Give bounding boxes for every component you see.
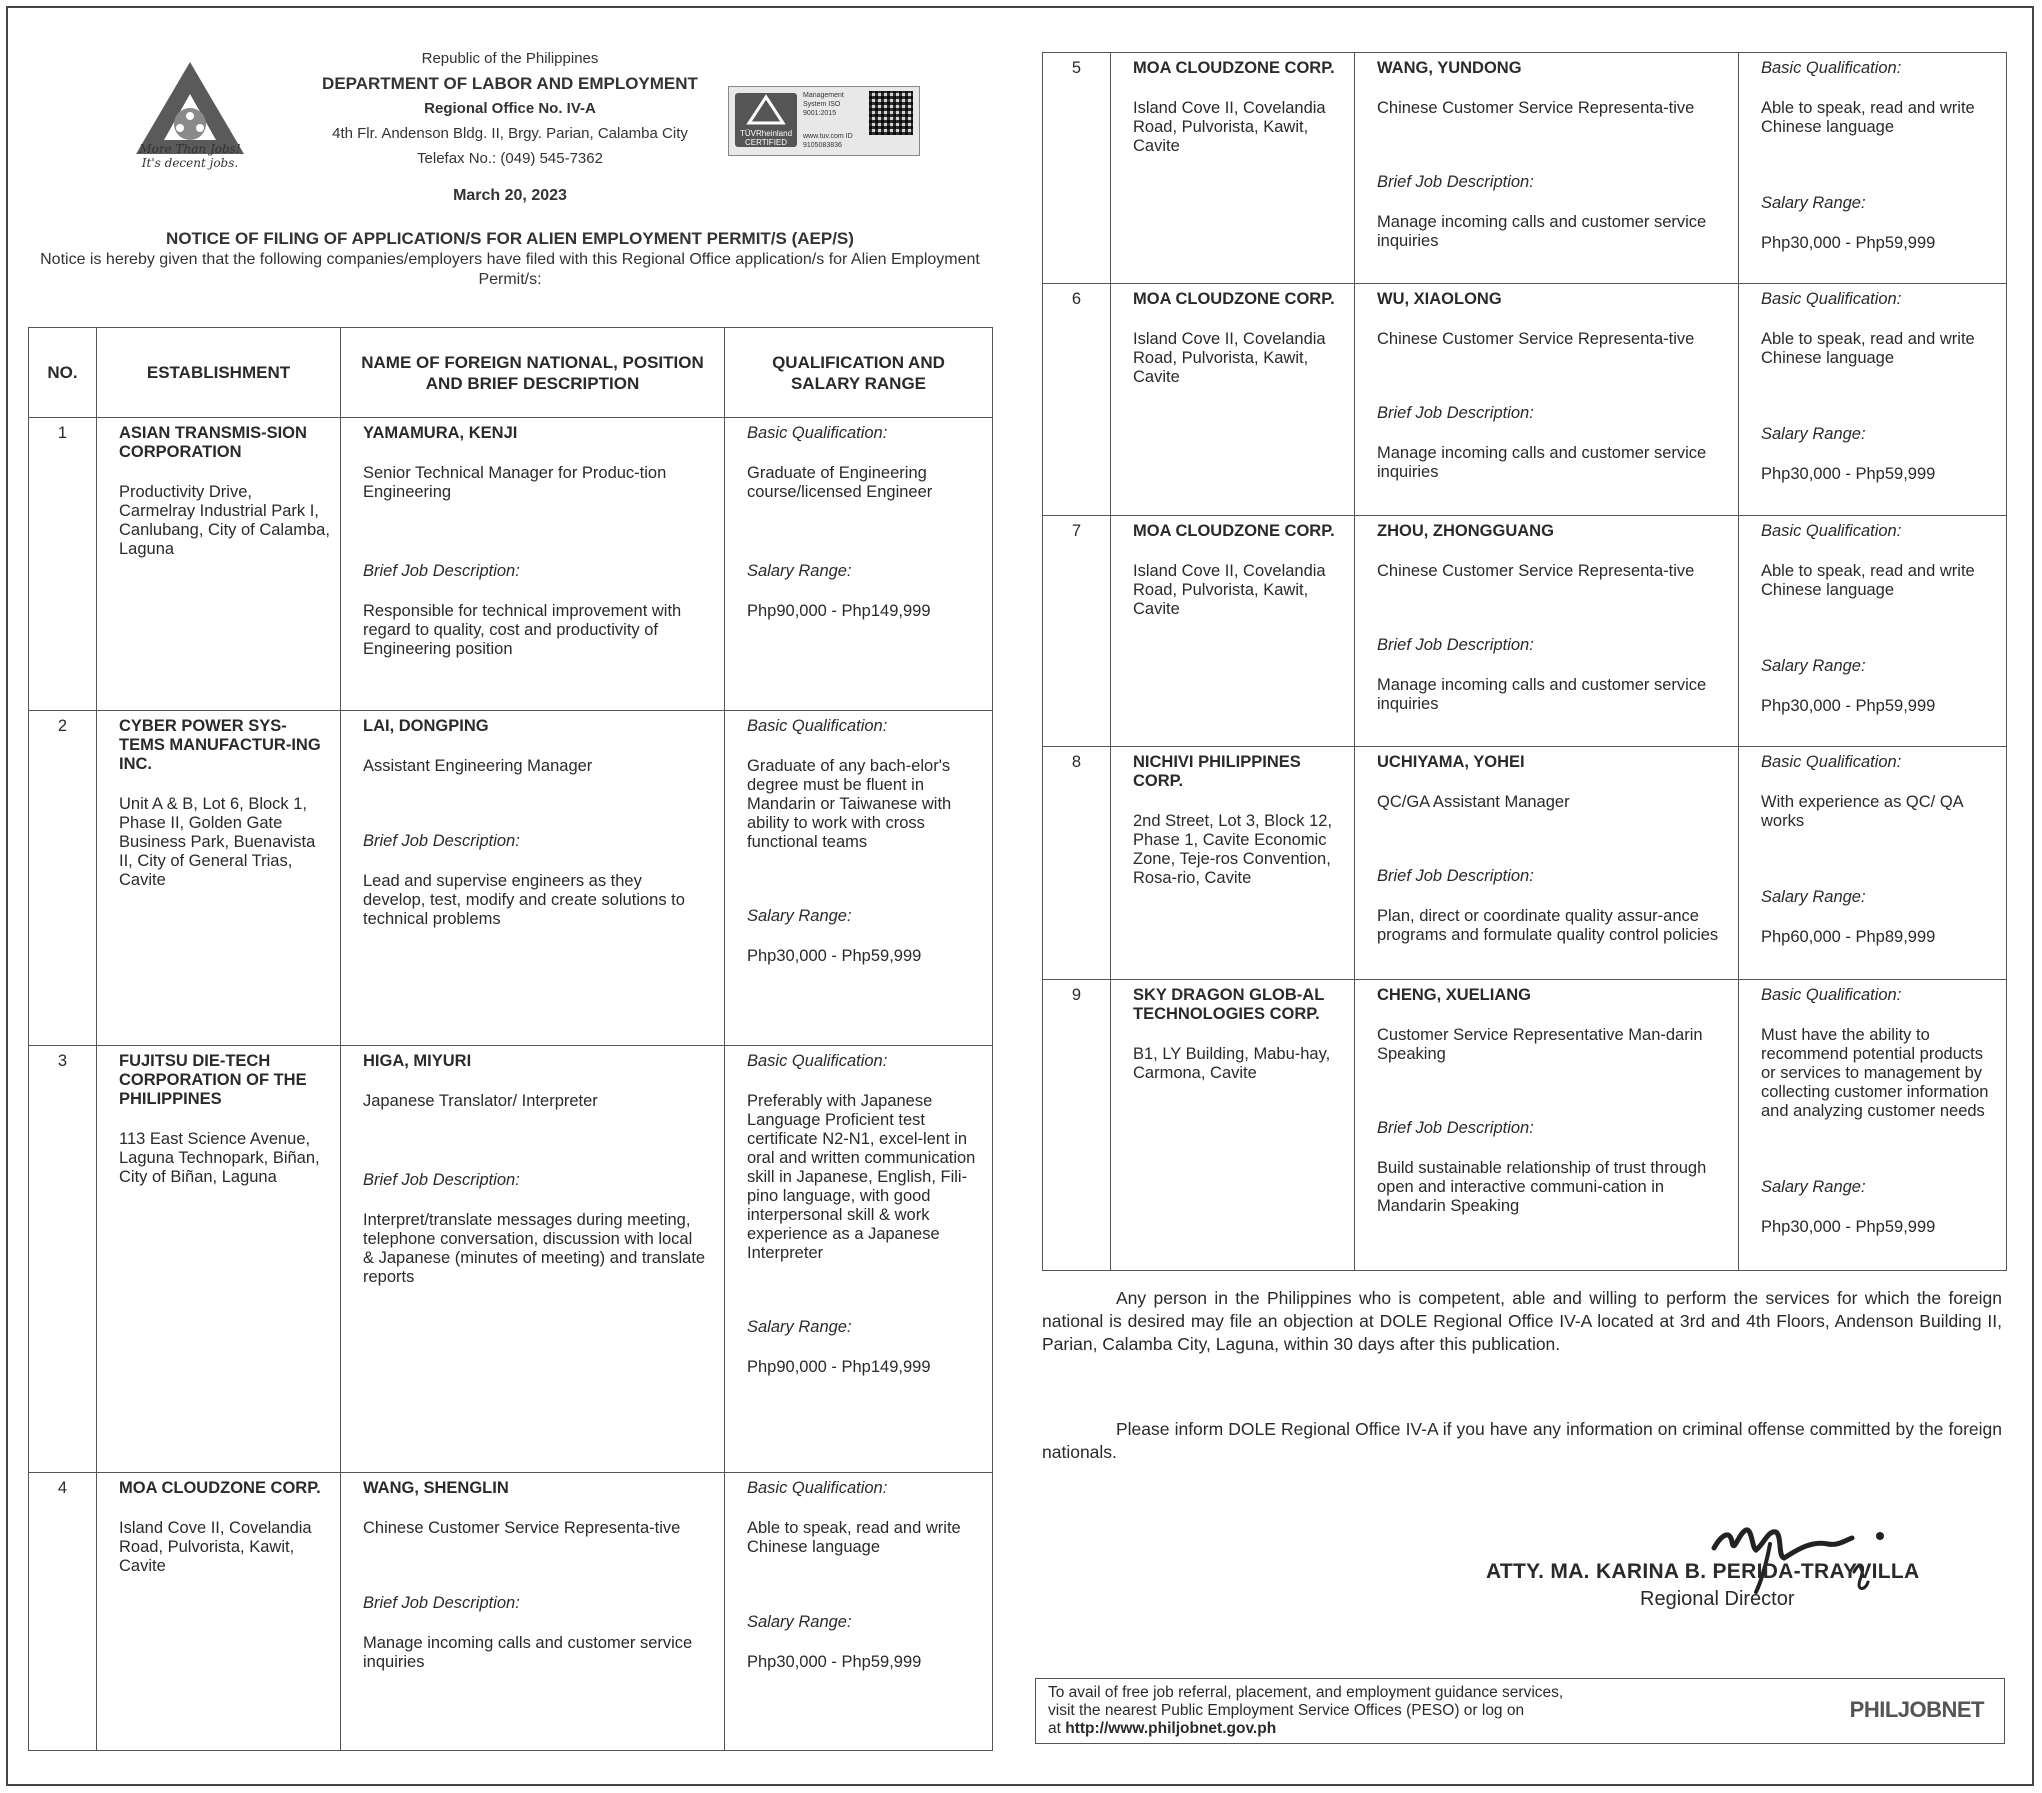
job-description: Plan, direct or coordinate quality assur-ance programs and formulate quality control policies <box>1377 907 1719 944</box>
salary-range: Php30,000 - Php59,999 <box>1761 465 1936 483</box>
company-name: MOA CLOUDZONE CORP. <box>1133 59 1335 77</box>
footer-line-1: To avail of free job referral, placement, and employment guidance services, <box>1048 1684 1564 1701</box>
notice-title: NOTICE OF FILING OF APPLICATION/S FOR ALIEN EMPLOYMENT PERMIT/S (AEP/S) <box>166 229 854 248</box>
inform-paragraph: Please inform DOLE Regional Office IV-A if you have any information on criminal offense committed by the foreign nationals. <box>1042 1419 2002 1462</box>
footer-text <box>1048 1684 1563 1738</box>
table-row <box>1043 980 2007 1271</box>
tuv-label: TÜVRheinland <box>739 129 793 138</box>
company-name: NICHIVI PHILIPPINES CORP. <box>1133 753 1301 790</box>
job-description: Manage incoming calls and customer service inquiries <box>1377 444 1707 481</box>
company-address: Productivity Drive, Carmelray Industrial Park I, Canlubang, City of Calamba, Laguna <box>119 483 330 558</box>
header-establishment: ESTABLISHMENT <box>97 328 341 418</box>
position: Chinese Customer Service Representa-tive <box>1377 99 1695 117</box>
foreign-national-name: WU, XIAOLONG <box>1377 290 1502 308</box>
company-address: 2nd Street, Lot 3, Block 12, Phase 1, Cavite Economic Zone, Teje-ros Convention, Rosa-rio, Cavite <box>1133 812 1333 887</box>
position: QC/GA Assistant Manager <box>1377 793 1570 811</box>
table-row <box>1043 53 2007 284</box>
brief-job-label: Brief Job Description: <box>1377 173 1534 191</box>
brief-job-label: Brief Job Description: <box>363 562 520 580</box>
company-name: CYBER POWER SYS-TEMS MANUFACTUR-ING INC. <box>119 717 321 773</box>
foreign-national-name: HIGA, MIYURI <box>363 1052 472 1070</box>
salary-range: Php60,000 - Php89,999 <box>1761 928 1936 946</box>
office-address: 4th Flr. Andenson Bldg. II, Brgy. Parian, Calamba City <box>332 125 688 142</box>
foreign-national-name: CHENG, XUELIANG <box>1377 986 1532 1004</box>
notice-intro: Notice is hereby given that the following companies/employers have filed with this Regional Office application/s for Alien Employment Permit/s: <box>40 251 980 288</box>
logo-tagline-2: It's decent jobs. <box>141 156 239 170</box>
foreign-national-name: ZHOU, ZHONGGUANG <box>1377 522 1554 540</box>
letterhead <box>300 46 720 171</box>
position: Senior Technical Manager for Produc-tion Engineering <box>363 464 667 501</box>
salary-range-label: Salary Range: <box>747 907 852 925</box>
signature <box>1660 1500 1940 1600</box>
position: Chinese Customer Service Representa-tive <box>1377 562 1695 580</box>
brief-job-label: Brief Job Description: <box>363 1171 520 1189</box>
table-row <box>29 418 993 711</box>
entry-no: 4 <box>57 1479 68 1497</box>
job-description: Manage incoming calls and customer service inquiries <box>1377 213 1707 250</box>
cert-system <box>803 91 863 150</box>
basic-qualification-label: Basic Qualification: <box>747 1052 888 1070</box>
brief-job-label: Brief Job Description: <box>1377 1119 1534 1137</box>
aep-table-right <box>1042 52 2007 1271</box>
signatory-title: Regional Director <box>1640 1588 1795 1610</box>
foreign-national-name: WANG, YUNDONG <box>1377 59 1522 77</box>
salary-range-label: Salary Range: <box>1761 194 1866 212</box>
table-header-row <box>29 328 993 418</box>
company-address: Island Cove II, Covelandia Road, Pulvorista, Kawit, Cavite <box>1133 330 1326 386</box>
tuv-triangle-icon <box>735 93 797 127</box>
brief-job-label: Brief Job Description: <box>363 832 520 850</box>
table-row <box>1043 747 2007 980</box>
header-name: NAME OF FOREIGN NATIONAL, POSITION AND BRIEF DESCRIPTION <box>341 328 725 418</box>
qualification: Graduate of any bach-elor's degree must be fluent in Mandarin or Taiwanese with ability to work with cross functional teams <box>747 757 952 851</box>
basic-qualification-label: Basic Qualification: <box>1761 290 1902 308</box>
basic-qualification-label: Basic Qualification: <box>1761 986 1902 1004</box>
republic-line: Republic of the Philippines <box>421 50 599 67</box>
foreign-national-name: YAMAMURA, KENJI <box>363 424 518 442</box>
salary-range-label: Salary Range: <box>1761 1178 1866 1196</box>
salary-range-label: Salary Range: <box>747 1318 852 1336</box>
philjobnet-footer <box>1035 1678 2005 1744</box>
job-description: Interpret/translate messages during meeting, telephone conversation, discussion with local & Japanese (minutes of meeting) and translate reports <box>363 1211 706 1286</box>
company-address: Island Cove II, Covelandia Road, Pulvorista, Kawit, Cavite <box>1133 99 1326 155</box>
qualification: Able to speak, read and write Chinese language <box>1761 562 1975 599</box>
salary-range-label: Salary Range: <box>747 1613 852 1631</box>
salary-range: Php30,000 - Php59,999 <box>1761 1218 1936 1236</box>
logo-tagline-1: More Than Jobs! <box>139 142 241 156</box>
foreign-national-name: UCHIYAMA, YOHEI <box>1377 753 1525 771</box>
table-row <box>29 711 993 1046</box>
basic-qualification-label: Basic Qualification: <box>747 717 888 735</box>
basic-qualification-label: Basic Qualification: <box>1761 59 1902 77</box>
salary-range: Php30,000 - Php59,999 <box>747 947 922 965</box>
footer-prefix: at <box>1048 1720 1066 1737</box>
brief-job-label: Brief Job Description: <box>363 1594 520 1612</box>
qr-code-icon <box>869 91 913 135</box>
company-address: Island Cove II, Covelandia Road, Pulvorista, Kawit, Cavite <box>1133 562 1326 618</box>
company-address: 113 East Science Avenue, Laguna Technopark, Biñan, City of Biñan, Laguna <box>119 1130 320 1186</box>
philjobnet-link[interactable]: http://www.philjobnet.gov.ph <box>1065 1720 1277 1737</box>
qualification: Able to speak, read and write Chinese language <box>747 1519 961 1556</box>
salary-range-label: Salary Range: <box>747 562 852 580</box>
entry-no: 8 <box>1071 753 1082 771</box>
qualification: Preferably with Japanese Language Proficient test certificate N2-N1, excel-lent in oral and written communication skill in Japanese, English, Fili-pino language, with good interpersonal skill & work experience as a Japanese Interpreter <box>747 1092 976 1262</box>
footer-line-3 <box>1048 1720 1563 1738</box>
position: Customer Service Representative Man-darin Speaking <box>1377 1026 1703 1063</box>
qualification: Able to speak, read and write Chinese language <box>1761 99 1975 136</box>
salary-range: Php90,000 - Php149,999 <box>747 1358 931 1376</box>
basic-qualification-label: Basic Qualification: <box>1761 522 1902 540</box>
table-row <box>1043 516 2007 747</box>
entry-no: 2 <box>57 717 68 735</box>
company-address: Island Cove II, Covelandia Road, Pulvorista, Kawit, Cavite <box>119 1519 312 1575</box>
salary-range-label: Salary Range: <box>1761 657 1866 675</box>
department-name: DEPARTMENT OF LABOR AND EMPLOYMENT <box>322 74 698 93</box>
brief-job-label: Brief Job Description: <box>1377 867 1534 885</box>
brief-job-label: Brief Job Description: <box>1377 636 1534 654</box>
entry-no: 1 <box>57 424 68 442</box>
position: Chinese Customer Service Representa-tive <box>1377 330 1695 348</box>
company-name: MOA CLOUDZONE CORP. <box>119 1479 321 1497</box>
salary-range-label: Salary Range: <box>1761 425 1866 443</box>
salary-range: Php90,000 - Php149,999 <box>747 602 931 620</box>
qualification: Must have the ability to recommend potential products or services to management by collecting customer information and analyzing customer needs <box>1761 1026 1989 1120</box>
header-qualification: QUALIFICATION AND SALARY RANGE <box>725 328 993 418</box>
basic-qualification-label: Basic Qualification: <box>747 1479 888 1497</box>
basic-qualification-label: Basic Qualification: <box>1761 753 1902 771</box>
brief-job-label: Brief Job Description: <box>1377 404 1534 422</box>
signatory-name: ATTY. MA. KARINA B. PERIDA-TRAYVILLA <box>1486 1560 1920 1583</box>
table-row <box>1043 284 2007 516</box>
company-name: FUJITSU DIE-TECH CORPORATION OF THE PHILIPPINES <box>119 1052 307 1108</box>
salary-range: Php30,000 - Php59,999 <box>1761 697 1936 715</box>
job-description: Responsible for technical improvement with regard to quality, cost and productivity of Engineering position <box>363 602 682 658</box>
tuv-certification-badge <box>728 86 920 156</box>
logo-tagline <box>128 142 252 170</box>
footer-line-2: visit the nearest Public Employment Service Offices (PESO) or log on <box>1048 1702 1525 1719</box>
qualification: With experience as QC/ QA works <box>1761 793 1963 830</box>
qualification: Able to speak, read and write Chinese language <box>1761 330 1975 367</box>
entry-no: 3 <box>57 1052 68 1070</box>
philjobnet-logo: PHILJOBNET <box>1849 1697 1984 1722</box>
company-address: Unit A & B, Lot 6, Block 1, Phase II, Golden Gate Business Park, Buenavista II, City of General Trias, Cavite <box>119 795 316 889</box>
salary-range: Php30,000 - Php59,999 <box>1761 234 1936 252</box>
company-address: B1, LY Building, Mabu-hay, Carmona, Cavite <box>1133 1045 1331 1082</box>
job-description: Lead and supervise engineers as they develop, test, modify and create solutions to technical problems <box>363 872 685 928</box>
foreign-national-name: WANG, SHENGLIN <box>363 1479 509 1497</box>
company-name: ASIAN TRANSMIS-SION CORPORATION <box>119 424 307 461</box>
position: Chinese Customer Service Representa-tive <box>363 1519 681 1537</box>
notice-date: March 20, 2023 <box>453 187 567 204</box>
job-description: Build sustainable relationship of trust through open and interactive communi-cation in Mandarin Speaking <box>1377 1159 1707 1215</box>
tuv-logo <box>735 93 797 147</box>
header-no: NO. <box>29 328 97 418</box>
regional-office: Regional Office No. IV-A <box>424 100 596 117</box>
foreign-national-name: LAI, DONGPING <box>363 717 489 735</box>
aep-table-left <box>28 327 993 1751</box>
job-description: Manage incoming calls and customer service inquiries <box>1377 676 1707 713</box>
tuv-sub: CERTIFIED <box>744 138 788 147</box>
salary-range: Php30,000 - Php59,999 <box>747 1653 922 1671</box>
company-name: SKY DRAGON GLOB-AL TECHNOLOGIES CORP. <box>1133 986 1324 1023</box>
position: Japanese Translator/ Interpreter <box>363 1092 598 1110</box>
position: Assistant Engineering Manager <box>363 757 593 775</box>
qualification: Graduate of Engineering course/licensed Engineer <box>747 464 933 501</box>
entry-no: 5 <box>1071 59 1082 77</box>
table-row <box>29 1046 993 1473</box>
table-row <box>29 1473 993 1751</box>
job-description: Manage incoming calls and customer service inquiries <box>363 1634 693 1671</box>
salary-range-label: Salary Range: <box>1761 888 1866 906</box>
cert-system-text: Management System ISO 9001:2015 <box>803 92 844 117</box>
objection-paragraph: Any person in the Philippines who is competent, able and willing to perform the services for which the foreign national is desired may file an objection at DOLE Regional Office IV-A located at 3rd and 4th Floors, Andenson Building II, Parian, Calamba City, Laguna, within 30 days after this publication. <box>1042 1288 2002 1354</box>
company-name: MOA CLOUDZONE CORP. <box>1133 522 1335 540</box>
company-name: MOA CLOUDZONE CORP. <box>1133 290 1335 308</box>
entry-no: 6 <box>1071 290 1082 308</box>
basic-qualification-label: Basic Qualification: <box>747 424 888 442</box>
telefax: Telefax No.: (049) 545-7362 <box>417 150 603 167</box>
entry-no: 9 <box>1071 986 1082 1004</box>
entry-no: 7 <box>1071 522 1082 540</box>
cert-web: www.tuv.com ID 9105083836 <box>803 133 853 149</box>
